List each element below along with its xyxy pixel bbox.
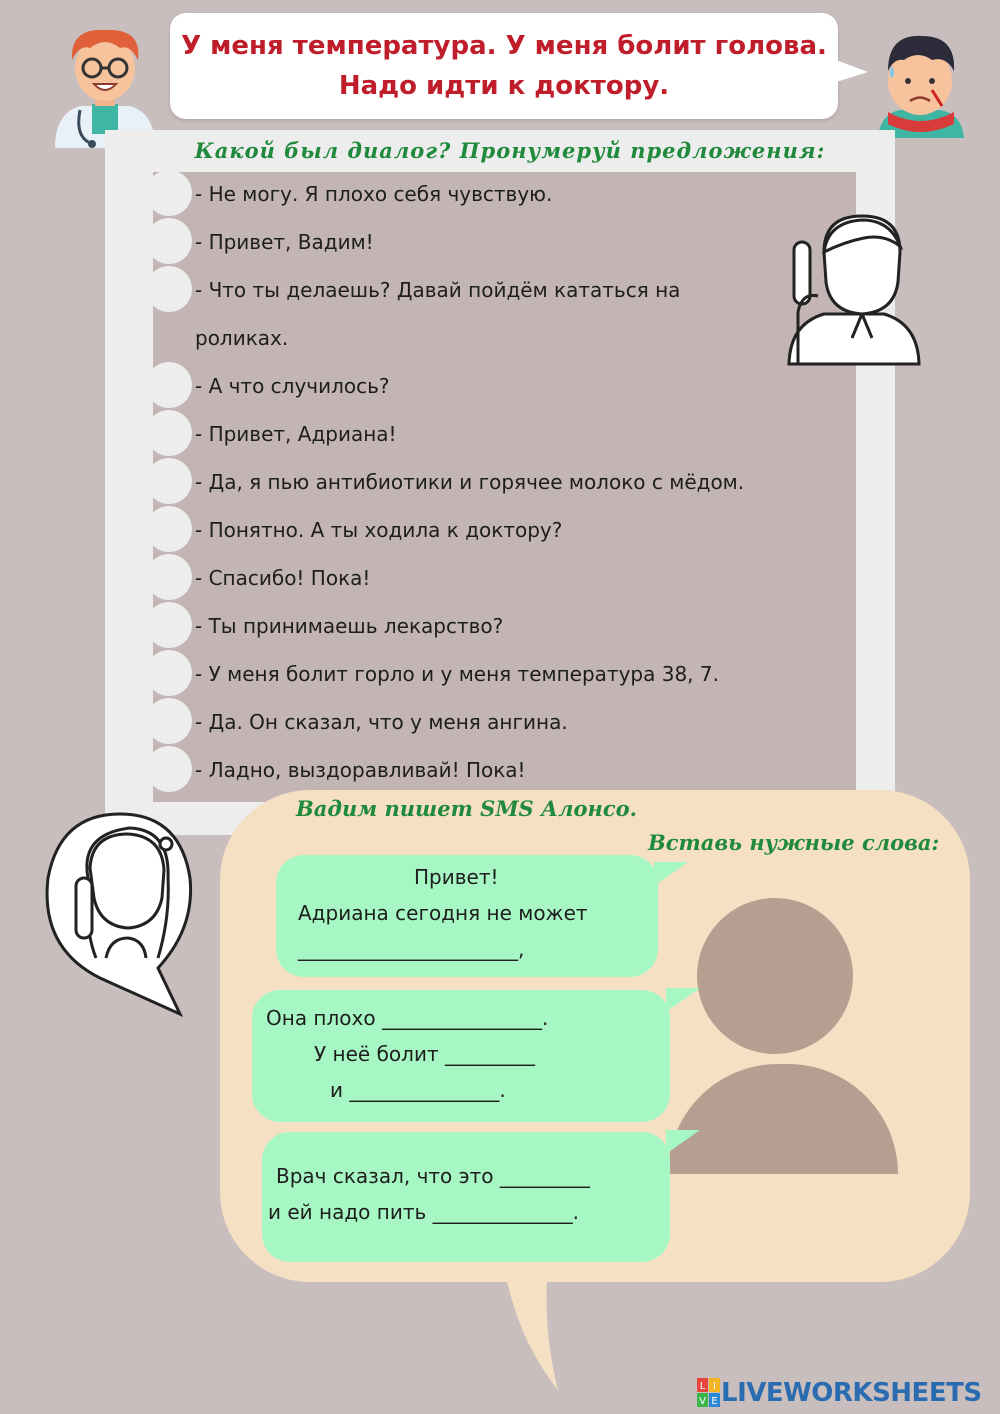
- dialogue-line-11: - Да. Он сказал, что у меня ангина.: [195, 710, 568, 734]
- number-circle-3[interactable]: [146, 266, 192, 312]
- sms-bubble-1-tail-icon: [654, 862, 690, 888]
- logo-letter-v: V: [699, 1396, 706, 1407]
- number-circle-12[interactable]: [146, 746, 192, 792]
- dialogue-line-10: - У меня болит горло и у меня температура 38, 7.: [195, 662, 719, 686]
- sms-bubble-3: [262, 1132, 670, 1262]
- dialogue-line-7: - Понятно. А ты ходила к доктору?: [195, 518, 563, 542]
- task2-instruction: Вставь нужные слова:: [648, 830, 940, 855]
- sms-bubble-1-line-1: Привет!: [414, 865, 499, 889]
- dialogue-line-1: - Не могу. Я плохо себя чувствую.: [195, 182, 553, 206]
- number-circle-2[interactable]: [146, 218, 192, 264]
- sms-bubble-2-tail-icon: [666, 988, 702, 1014]
- sms-bubble-1: [276, 855, 658, 977]
- sms-bubble-2-line-3[interactable]: и _______________.: [330, 1078, 506, 1102]
- header-speech-bubble: [170, 13, 838, 119]
- dialogue-line-3-continued: роликах.: [195, 326, 289, 350]
- header-line-1: У меня температура. У меня болит голова.: [181, 31, 827, 61]
- sms-panel-tail-icon: [500, 1240, 560, 1390]
- avatar-head: [697, 898, 853, 1054]
- doctor-icon: [50, 18, 160, 148]
- number-circle-6[interactable]: [146, 458, 192, 504]
- number-circle-7[interactable]: [146, 506, 192, 552]
- sms-bubble-1-line-2: Адриана сегодня не может: [298, 901, 588, 925]
- number-circle-11[interactable]: [146, 698, 192, 744]
- task1-title: Какой был диалог? Пронумеруй предложения:: [194, 138, 826, 163]
- number-circle-9[interactable]: [146, 602, 192, 648]
- dialogue-line-2: - Привет, Вадим!: [195, 230, 374, 254]
- sms-bubble-1-blank[interactable]: ______________________,: [298, 937, 525, 961]
- sms-bubble-3-line-2[interactable]: и ей надо пить ______________.: [268, 1200, 579, 1224]
- dialogue-line-4: - А что случилось?: [195, 374, 390, 398]
- sms-bubble-3-tail-icon: [666, 1130, 702, 1156]
- dialogue-line-9: - Ты принимаешь лекарство?: [195, 614, 504, 638]
- sms-bubble-2-line-1[interactable]: Она плохо ________________.: [266, 1006, 549, 1030]
- dialogue-line-3: - Что ты делаешь? Давай пойдём кататься на: [195, 278, 681, 302]
- woman-phone-icon: [40, 808, 200, 1018]
- sick-boy-icon: [870, 26, 970, 138]
- logo-letter-i: I: [713, 1381, 716, 1392]
- task2-title: Вадим пишет SMS Алонсо.: [296, 796, 637, 821]
- logo-letter-l: L: [699, 1381, 706, 1392]
- number-circle-5[interactable]: [146, 410, 192, 456]
- liveworksheets-logo-text: LIVEWORKSHEETS: [721, 1378, 982, 1408]
- number-circle-10[interactable]: [146, 650, 192, 696]
- dialogue-line-5: - Привет, Адриана!: [195, 422, 397, 446]
- number-circle-8[interactable]: [146, 554, 192, 600]
- number-circle-1[interactable]: [146, 170, 192, 216]
- liveworksheets-logo-icon: [697, 1378, 721, 1408]
- dialogue-line-8: - Спасибо! Пока!: [195, 566, 371, 590]
- dialogue-line-6: - Да, я пью антибиотики и горячее молоко с мёдом.: [195, 470, 745, 494]
- man-phone-icon: [784, 212, 924, 368]
- sms-bubble-3-line-1[interactable]: Врач сказал, что это _________: [276, 1164, 590, 1188]
- sms-bubble-2: [252, 990, 670, 1122]
- liveworksheets-logo[interactable]: [697, 1378, 982, 1408]
- sms-bubble-2-line-2[interactable]: У неё болит _________: [314, 1042, 535, 1066]
- number-circle-4[interactable]: [146, 362, 192, 408]
- dialogue-line-12: - Ладно, выздоравливай! Пока!: [195, 758, 526, 782]
- logo-letter-e: E: [711, 1396, 718, 1407]
- header-line-2: Надо идти к доктору.: [338, 71, 670, 101]
